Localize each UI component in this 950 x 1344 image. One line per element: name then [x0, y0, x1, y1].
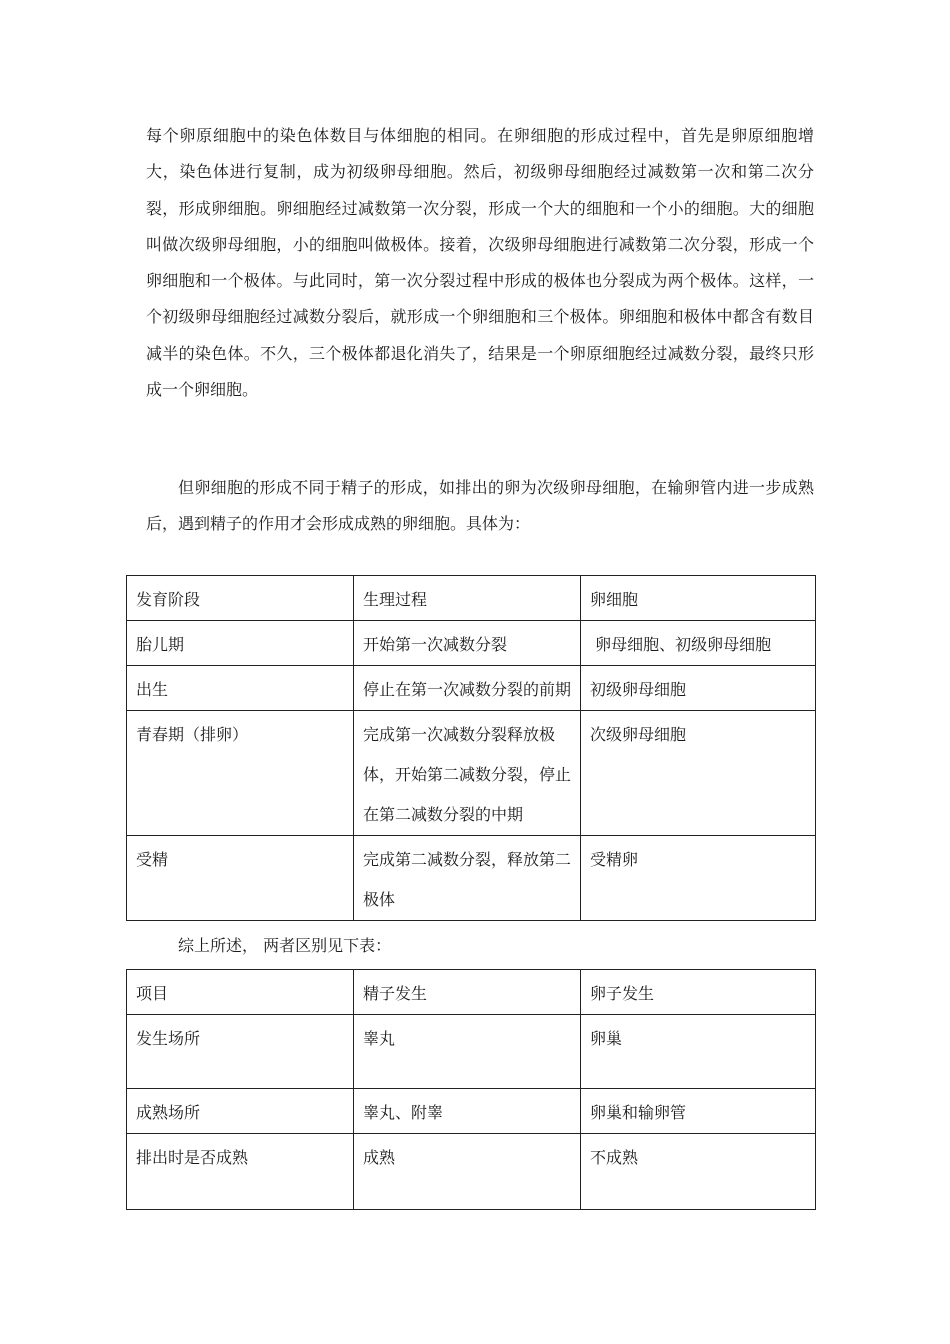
- table-cell: 成熟: [354, 1134, 581, 1210]
- table-cell: 开始第一次减数分裂: [354, 621, 581, 666]
- table-cell: 青春期（排卵）: [127, 711, 354, 836]
- paragraph-oogenesis: 每个卵原细胞中的染色体数目与体细胞的相同。在卵细胞的形成过程中，首先是卵原细胞增大，染色体进行复制，成为初级卵母细胞。然后，初级卵母细胞经过减数第一次和第二次分裂，形成卵细胞。卵细胞经过减数第一次分裂，形成一个大的细胞和一个小的细胞。大的细胞叫做次级卵母细胞，小的细胞叫做极体。接着，次级卵母细胞进行减数第二次分裂，形成一个卵细胞和一个极体。与此同时，第一次分裂过程中形成的极体也分裂成为两个极体。这样，一个初级卵母细胞经过减数分裂后，就形成一个卵细胞和三个极体。卵细胞和极体中都含有数目减半的染色体。不久，三个极体都退化消失了，结果是一个卵原细胞经过减数分裂，最终只形成一个卵细胞。: [146, 126, 814, 400]
- table-cell: 卵巢: [581, 1015, 816, 1089]
- table-header-row: [127, 576, 816, 621]
- development-stage-table: [126, 575, 816, 921]
- table-cell: 睾丸: [354, 1015, 581, 1089]
- table-row: [127, 621, 816, 666]
- table-cell: 完成第二减数分裂，释放第二极体: [354, 836, 581, 921]
- table-cell: 卵巢和输卵管: [581, 1089, 816, 1134]
- table-cell: 胎儿期: [127, 621, 354, 666]
- table-header-cell: 项目: [127, 970, 354, 1015]
- table-cell: 卵母细胞、初级卵母细胞: [581, 621, 816, 666]
- paragraph-difference: 但卵细胞的形成不同于精子的形成，如排出的卵为次级卵母细胞，在输卵管内进一步成熟后，遇到精子的作用才会形成成熟的卵细胞。具体为：: [146, 478, 814, 534]
- table-row: [127, 666, 816, 711]
- table-cell: 受精: [127, 836, 354, 921]
- table-cell: 发生场所: [127, 1015, 354, 1089]
- table-cell: 睾丸、附睾: [354, 1089, 581, 1134]
- summary-text: 综上所述， 两者区别见下表：: [178, 936, 392, 955]
- table-cell: 出生: [127, 666, 354, 711]
- table-row: [127, 711, 816, 836]
- table-header-row: [127, 970, 816, 1015]
- table-cell: 受精卵: [581, 836, 816, 921]
- table-header-cell: 卵子发生: [581, 970, 816, 1015]
- table-cell: 成熟场所: [127, 1089, 354, 1134]
- table-cell: 不成熟: [581, 1134, 816, 1210]
- table-cell: 次级卵母细胞: [581, 711, 816, 836]
- table-cell: 停止在第一次减数分裂的前期: [354, 666, 581, 711]
- table-cell: 排出时是否成熟: [127, 1134, 354, 1210]
- table-header-cell: 卵细胞: [581, 576, 816, 621]
- table-row: [127, 1089, 816, 1134]
- table-row: [127, 836, 816, 921]
- table-header-cell: 发育阶段: [127, 576, 354, 621]
- table-row: [127, 1134, 816, 1210]
- comparison-table: [126, 969, 816, 1210]
- table-header-cell: 精子发生: [354, 970, 581, 1015]
- table-row: [127, 1015, 816, 1089]
- table-cell: 完成第一次减数分裂释放极体，开始第二减数分裂，停止在第二减数分裂的中期: [354, 711, 581, 836]
- table-header-cell: 生理过程: [354, 576, 581, 621]
- table-cell: 初级卵母细胞: [581, 666, 816, 711]
